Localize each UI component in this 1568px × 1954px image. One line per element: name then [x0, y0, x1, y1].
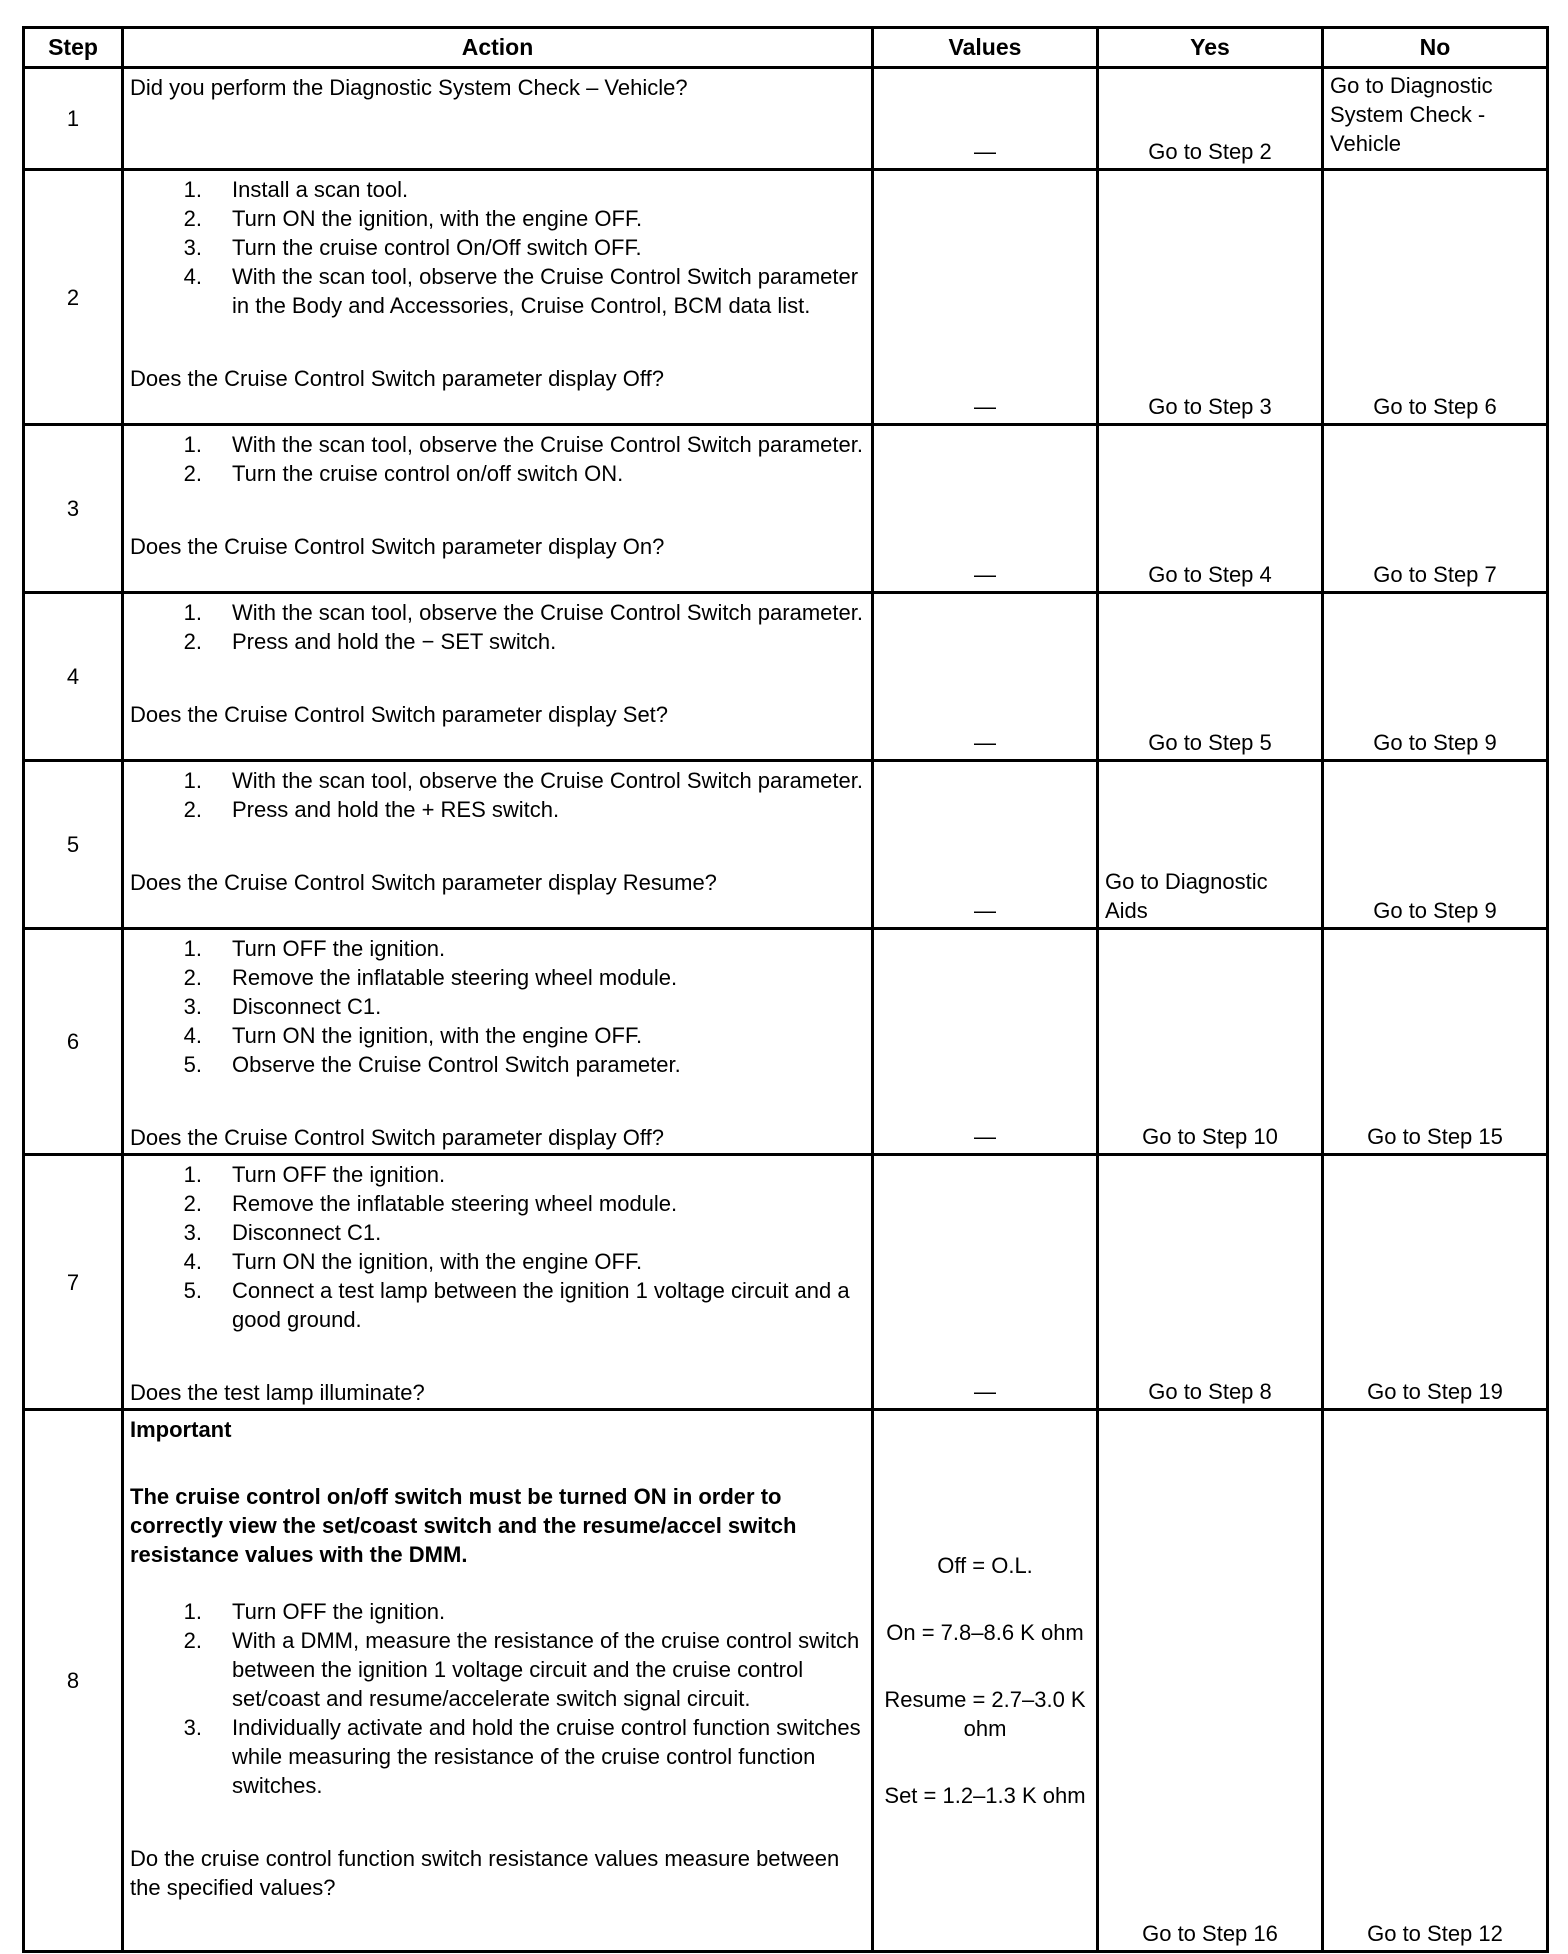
action-cell — [123, 929, 873, 1155]
yes-cell: Go to Step 5 — [1098, 593, 1323, 761]
list-item: 1. Install a scan tool. — [183, 177, 409, 202]
value-resume: Resume = 2.7–3.0 K ohm — [884, 1687, 1086, 1741]
action-steps — [130, 1597, 865, 1800]
list-item: 1. With the scan tool, observe the Cruise Control Switch parameter. — [183, 768, 863, 793]
list-item: 2. Turn ON the ignition, with the engine OFF. — [183, 206, 643, 231]
yes-cell: Go to Step 3 — [1098, 170, 1323, 425]
no-cell: Go to Step 15 — [1323, 929, 1548, 1155]
no-cell: Go to Step 12 — [1323, 1410, 1548, 1952]
no-cell: Go to Step 7 — [1323, 425, 1548, 593]
step-number: 1 — [24, 68, 123, 170]
resistance-values — [880, 1532, 1090, 1829]
action-question: Does the Cruise Control Switch parameter display On? — [130, 534, 665, 559]
table-row — [24, 761, 1548, 929]
no-cell: Go to Diagnostic System Check - Vehicle — [1323, 68, 1548, 170]
action-steps — [130, 175, 865, 320]
value-off: Off = O.L. — [937, 1553, 1033, 1578]
step-number: 8 — [24, 1410, 123, 1952]
header-no: No — [1323, 28, 1548, 68]
list-item: 1. With the scan tool, observe the Cruise Control Switch parameter. — [183, 432, 863, 457]
list-item: 4. Turn ON the ignition, with the engine OFF. — [183, 1249, 643, 1274]
action-question: Does the Cruise Control Switch parameter display Off? — [130, 1125, 664, 1150]
list-item: 2. Remove the inflatable steering wheel module. — [183, 965, 678, 990]
action-question: Does the test lamp illuminate? — [130, 1380, 425, 1405]
values-cell: — — [873, 68, 1098, 170]
yes-cell: Go to Step 2 — [1098, 68, 1323, 170]
action-question: Does the Cruise Control Switch parameter display Off? — [130, 366, 664, 391]
action-steps — [130, 598, 865, 656]
table-row — [24, 68, 1548, 170]
step-number: 6 — [24, 929, 123, 1155]
action-cell — [123, 1410, 873, 1952]
values-cell: — — [873, 425, 1098, 593]
no-cell: Go to Step 6 — [1323, 170, 1548, 425]
values-cell — [873, 1410, 1098, 1952]
yes-cell: Go to Step 10 — [1098, 929, 1323, 1155]
action-steps — [130, 1160, 865, 1334]
action-question: Do the cruise control function switch resistance values measure between the specified values? — [130, 1846, 840, 1900]
yes-cell: Go to Step 16 — [1098, 1410, 1323, 1952]
step-number: 3 — [24, 425, 123, 593]
values-cell: — — [873, 170, 1098, 425]
list-item: 1. Turn OFF the ignition. — [183, 1162, 446, 1187]
step-number: 4 — [24, 593, 123, 761]
values-cell: — — [873, 761, 1098, 929]
header-values: Values — [873, 28, 1098, 68]
important-note: The cruise control on/off switch must be turned ON in order to correctly view the set/coast switch and the resume/accel switch resistance values with the DMM. — [130, 1484, 797, 1567]
action-question: Does the Cruise Control Switch parameter display Resume? — [130, 870, 717, 895]
action-cell — [123, 593, 873, 761]
value-set: Set = 1.2–1.3 K ohm — [884, 1783, 1086, 1808]
action-steps — [130, 430, 865, 488]
table-row — [24, 425, 1548, 593]
list-item: 3. Individually activate and hold the cruise control function switches while measuring the resistance of the cruise control function switches. — [183, 1715, 861, 1798]
header-action: Action — [123, 28, 873, 68]
action-cell — [123, 68, 873, 170]
list-item: 4. With the scan tool, observe the Cruise Control Switch parameter in the Body and Accessories, Cruise Control, BCM data list. — [183, 264, 859, 318]
step-number: 2 — [24, 170, 123, 425]
list-item: 3. Turn the cruise control On/Off switch OFF. — [183, 235, 642, 260]
no-cell: Go to Step 9 — [1323, 761, 1548, 929]
action-cell — [123, 425, 873, 593]
list-item: 4. Turn ON the ignition, with the engine OFF. — [183, 1023, 643, 1048]
list-item: 1. With the scan tool, observe the Cruise Control Switch parameter. — [183, 600, 863, 625]
list-item: 2. Turn the cruise control on/off switch ON. — [183, 461, 624, 486]
action-question: Did you perform the Diagnostic System Check – Vehicle? — [130, 75, 688, 100]
no-cell: Go to Step 9 — [1323, 593, 1548, 761]
action-cell — [123, 761, 873, 929]
action-cell — [123, 170, 873, 425]
list-item: 2. With a DMM, measure the resistance of the cruise control switch between the ignition 1 voltage circuit and the cruise control set/coast and resume/accelerate switch signal circuit. — [183, 1628, 860, 1711]
table-row — [24, 170, 1548, 425]
list-item: 3. Disconnect C1. — [183, 994, 382, 1019]
list-item: 5. Connect a test lamp between the ignition 1 voltage circuit and a good ground. — [183, 1278, 850, 1332]
list-item: 2. Press and hold the − SET switch. — [183, 629, 557, 654]
value-on: On = 7.8–8.6 K ohm — [886, 1620, 1084, 1645]
values-cell: — — [873, 929, 1098, 1155]
table-row — [24, 1155, 1548, 1410]
list-item: 1. Turn OFF the ignition. — [183, 1599, 446, 1624]
yes-cell: Go to Step 4 — [1098, 425, 1323, 593]
step-number: 7 — [24, 1155, 123, 1410]
values-cell: — — [873, 593, 1098, 761]
action-steps — [130, 766, 865, 824]
important-title: Important — [130, 1417, 232, 1442]
table-row — [24, 593, 1548, 761]
list-item: 2. Remove the inflatable steering wheel module. — [183, 1191, 678, 1216]
list-item: 5. Observe the Cruise Control Switch parameter. — [183, 1052, 681, 1077]
action-question: Does the Cruise Control Switch parameter display Set? — [130, 702, 669, 727]
yes-cell: Go to Diagnostic Aids — [1098, 761, 1323, 929]
header-row — [24, 28, 1548, 68]
no-cell: Go to Step 19 — [1323, 1155, 1548, 1410]
values-cell: — — [873, 1155, 1098, 1410]
header-step: Step — [24, 28, 123, 68]
list-item: 1. Turn OFF the ignition. — [183, 936, 446, 961]
action-cell — [123, 1155, 873, 1410]
table-row — [24, 1410, 1548, 1952]
list-item: 3. Disconnect C1. — [183, 1220, 382, 1245]
list-item: 2. Press and hold the + RES switch. — [183, 797, 560, 822]
diagnostic-table — [22, 26, 1549, 1953]
table-row — [24, 929, 1548, 1155]
yes-cell: Go to Step 8 — [1098, 1155, 1323, 1410]
header-yes: Yes — [1098, 28, 1323, 68]
action-steps — [130, 934, 865, 1079]
step-number: 5 — [24, 761, 123, 929]
